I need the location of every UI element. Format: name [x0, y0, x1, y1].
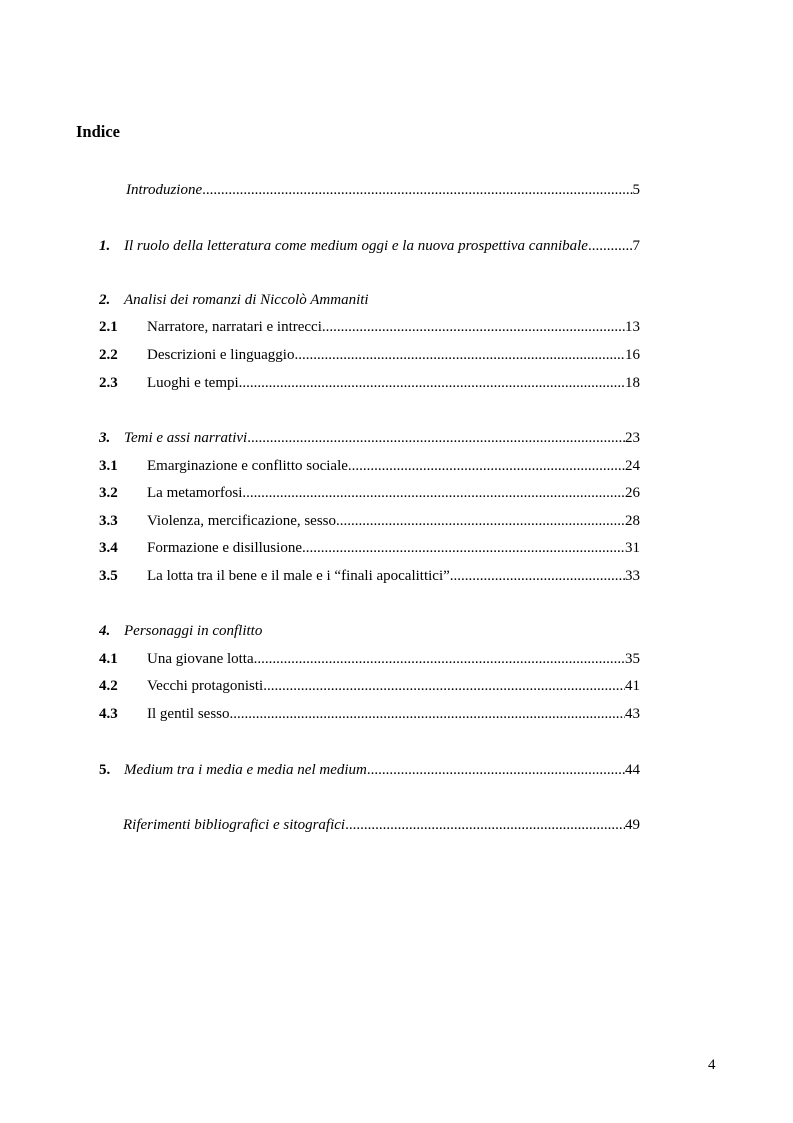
toc-leader-dots — [336, 511, 625, 531]
toc-entry-number: 4. — [99, 623, 111, 639]
toc-entry-number: 3.2 — [99, 485, 118, 501]
toc-leader-dots — [247, 428, 625, 448]
toc-entry-label: Introduzione — [126, 182, 203, 198]
toc-leader-dots — [254, 649, 625, 669]
toc-entry-section-2-1 — [99, 317, 640, 337]
toc-entry-label: Il ruolo della letteratura come medium oggi e la nuova prospettiva cannibale — [124, 238, 588, 254]
toc-entry-label: Una giovane lotta — [147, 651, 254, 667]
toc-entry-label: La metamorfosi — [147, 485, 243, 501]
toc-leader-dots — [348, 456, 625, 476]
toc-entry-label: Formazione e disillusione — [147, 540, 302, 556]
toc-leader-dots — [588, 236, 633, 256]
toc-entry-number: 5. — [99, 762, 111, 778]
toc-entry-number: 2. — [99, 292, 111, 308]
toc-entry-chapter-1 — [99, 236, 640, 256]
toc-leader-dots — [230, 704, 626, 724]
toc-entry-number: 2.2 — [99, 347, 118, 363]
toc-entry-page: 7 — [632, 238, 640, 254]
toc-entry-label: Temi e assi narrativi — [124, 430, 248, 446]
toc-leader-dots — [202, 180, 632, 200]
toc-entry-page: 49 — [625, 817, 640, 833]
toc-entry-label: Emarginazione e conflitto sociale — [147, 458, 348, 474]
toc-entry-section-4-3 — [99, 704, 640, 724]
toc-entry-page: 41 — [625, 678, 640, 694]
toc-entry-chapter-3 — [99, 428, 640, 448]
toc-entry-page: 43 — [625, 706, 640, 722]
toc-entry-page: 31 — [625, 540, 640, 556]
toc-leader-dots — [450, 566, 625, 586]
toc-entry-label: Il gentil sesso — [147, 706, 230, 722]
toc-leader-dots — [239, 373, 625, 393]
toc-leader-dots — [345, 815, 625, 835]
toc-entry-page: 44 — [625, 762, 640, 778]
toc-entry-section-4-2 — [99, 676, 640, 696]
toc-entry-label: Vecchi protagonisti — [147, 678, 264, 694]
toc-entry-references — [123, 815, 640, 835]
toc-entry-label: Luoghi e tempi — [147, 375, 239, 391]
toc-leader-dots — [302, 538, 625, 558]
toc-entry-page: 18 — [625, 375, 640, 391]
toc-entry-number: 2.3 — [99, 375, 118, 391]
toc-entry-page: 5 — [632, 182, 640, 198]
toc-entry-page: 35 — [625, 651, 640, 667]
toc-entry-chapter-2 — [99, 290, 640, 310]
toc-entry-section-2-2 — [99, 345, 640, 365]
toc-entry-number: 2.1 — [99, 319, 118, 335]
toc-entry-section-3-1 — [99, 456, 640, 476]
toc-entry-page: 24 — [625, 458, 640, 474]
toc-entry-number: 3. — [99, 430, 111, 446]
toc-entry-page: 33 — [625, 568, 640, 584]
toc-leader-dots — [367, 760, 625, 780]
toc-entry-chapter-5 — [99, 760, 640, 780]
toc-entry-page: 23 — [625, 430, 640, 446]
toc-entry-number: 3.3 — [99, 513, 118, 529]
toc-entry-page: 28 — [625, 513, 640, 529]
toc-entry-label: Violenza, mercificazione, sesso — [147, 513, 337, 529]
toc-entry-label: Riferimenti bibliografici e sitografici — [123, 817, 346, 833]
toc-entry-number: 4.1 — [99, 651, 118, 667]
toc-entry-number: 3.1 — [99, 458, 118, 474]
toc-entry-label: Descrizioni e linguaggio — [147, 347, 295, 363]
toc-entry-section-3-2 — [99, 483, 640, 503]
toc-entry-number: 4.3 — [99, 706, 118, 722]
toc-entry-number: 3.5 — [99, 568, 118, 584]
toc-entry-page: 13 — [625, 319, 640, 335]
toc-entry-page: 16 — [625, 347, 640, 363]
toc-entry-section-3-5 — [99, 566, 640, 586]
toc-entry-number: 3.4 — [99, 540, 118, 556]
page-number: 4 — [708, 1057, 716, 1073]
toc-leader-dots — [294, 345, 625, 365]
toc-entry-label: Analisi dei romanzi di Niccolò Ammaniti — [124, 292, 369, 308]
toc-entry-section-4-1 — [99, 649, 640, 669]
toc-entry-label: Narratore, narratari e intrecci — [147, 319, 322, 335]
toc-entry-section-3-4 — [99, 538, 640, 558]
toc-entry-label: Medium tra i media e media nel medium — [124, 762, 367, 778]
toc-entry-section-3-3 — [99, 511, 640, 531]
toc-entry-introduzione — [126, 180, 640, 200]
toc-entry-label: La lotta tra il bene e il male e i “finali apocalittici” — [147, 568, 450, 584]
toc-entry-number: 1. — [99, 238, 111, 254]
toc-leader-dots — [242, 483, 625, 503]
toc-leader-dots — [322, 317, 625, 337]
toc-entry-page: 26 — [625, 485, 640, 501]
page-title: Indice — [76, 122, 121, 141]
toc-leader-dots — [263, 676, 625, 696]
toc-entry-label: Personaggi in conflitto — [124, 623, 263, 639]
toc-entry-chapter-4 — [99, 621, 640, 641]
toc-entry-section-2-3 — [99, 373, 640, 393]
toc-entry-number: 4.2 — [99, 678, 118, 694]
